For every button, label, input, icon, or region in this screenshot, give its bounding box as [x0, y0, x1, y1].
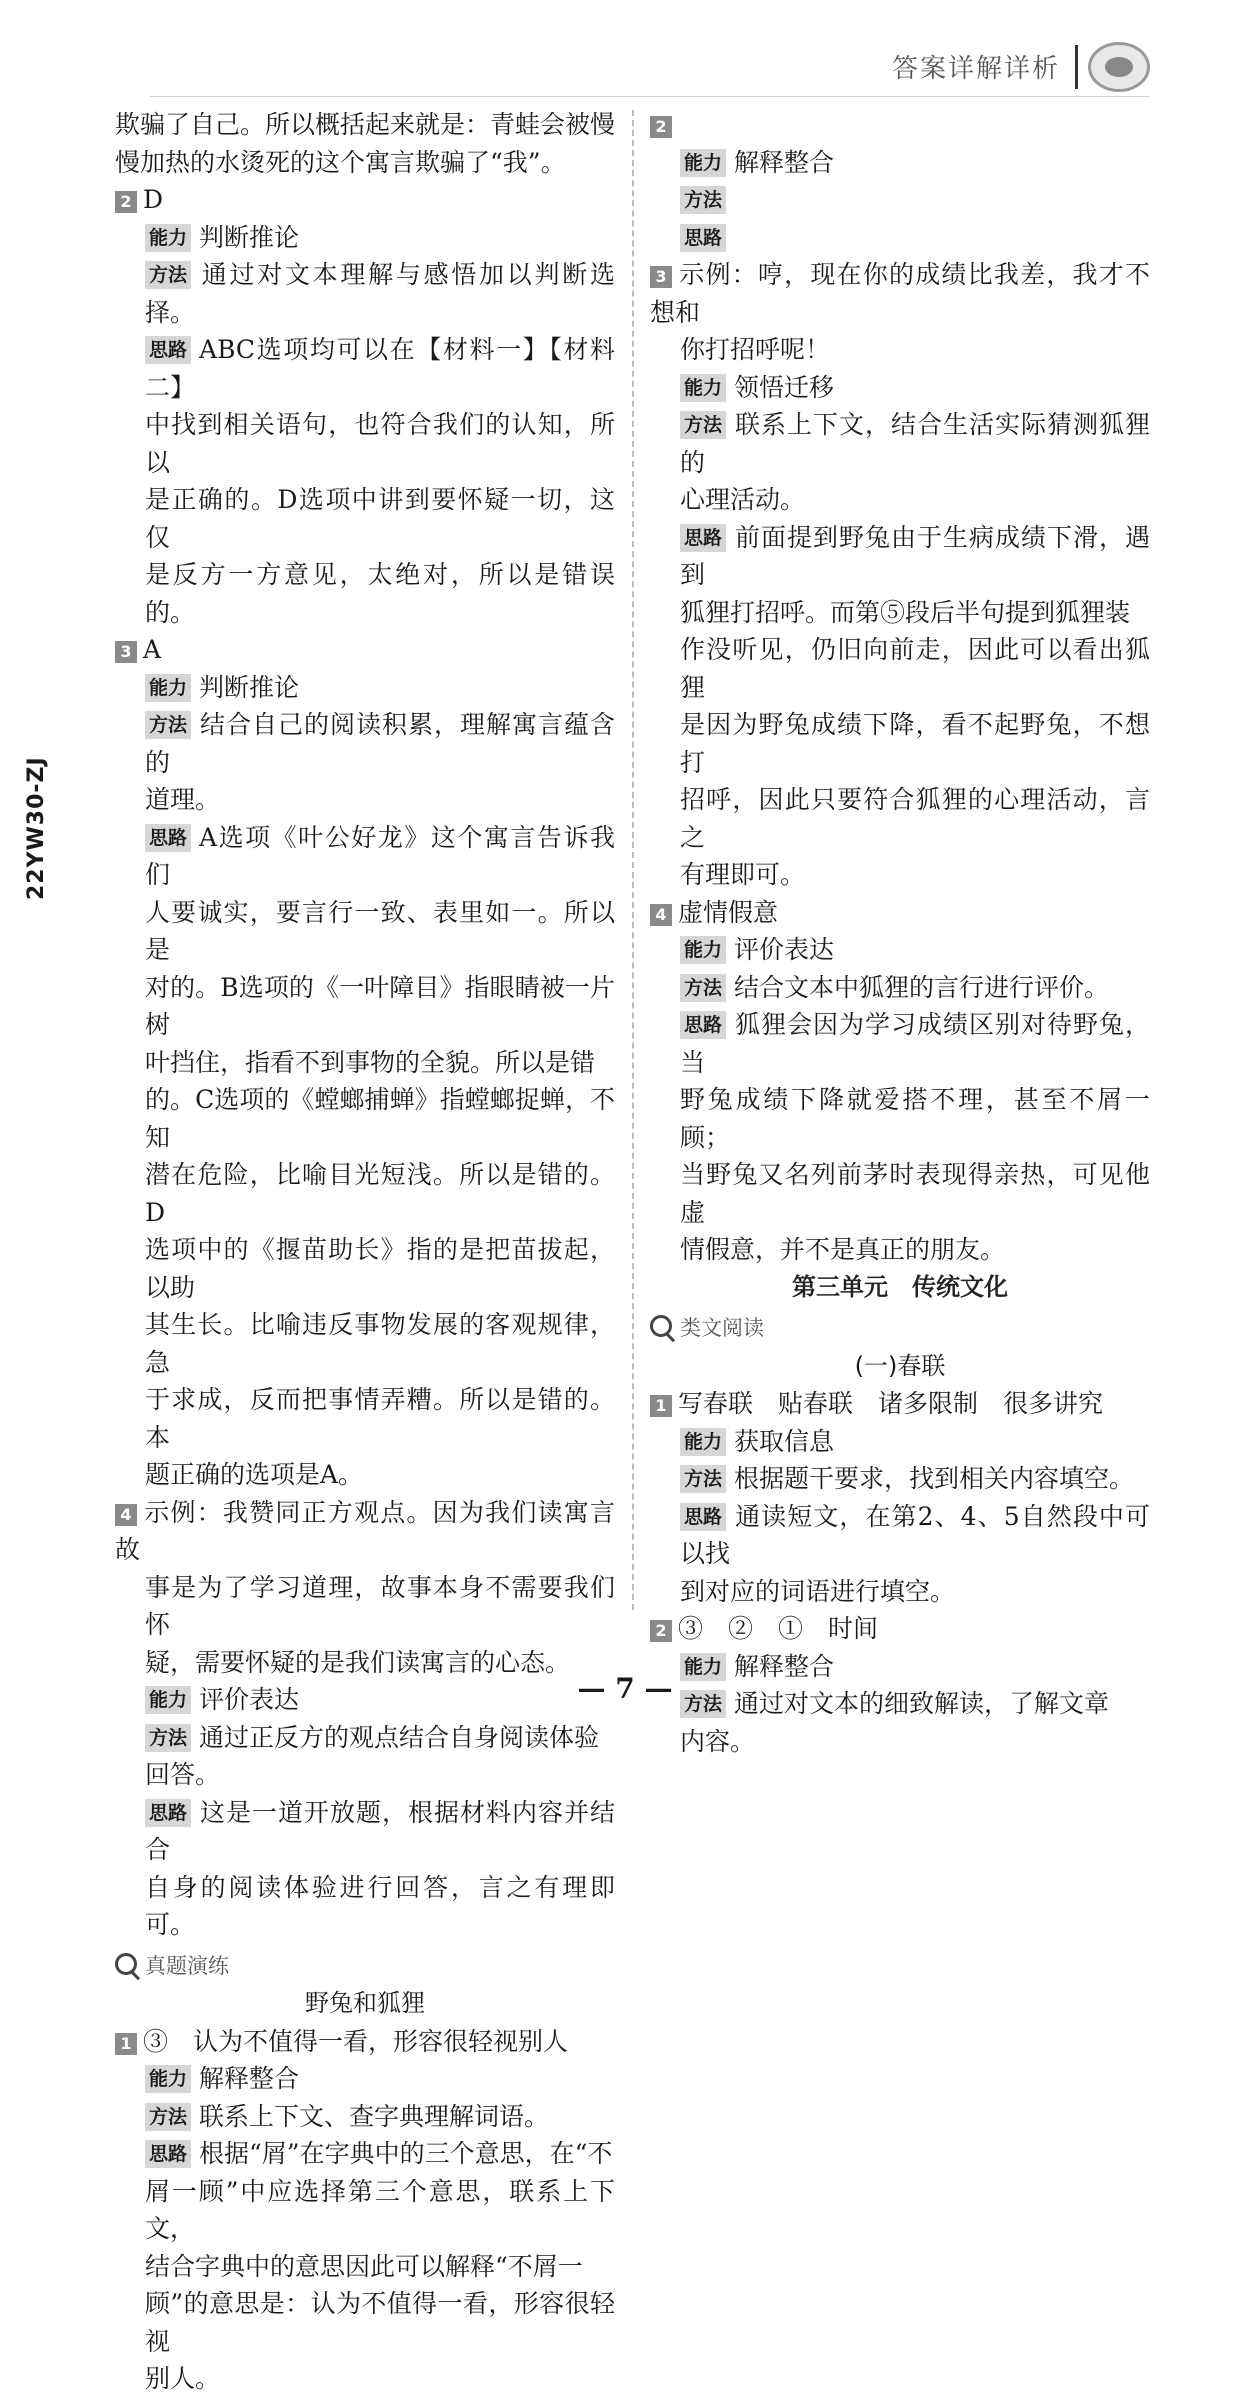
thinking-row: 思路 根据“屑”在字典中的三个意思，在“不 [115, 2135, 615, 2173]
method-tag: 方法 [145, 1724, 191, 1752]
question-number-badge: 3 [650, 266, 672, 288]
question-answer: 1 写春联 贴春联 诸多限制 很多讲究 [650, 1385, 1150, 1423]
text-line: 你打招呼呢！ [680, 335, 831, 364]
thinking-tag: 思路 [680, 1011, 726, 1039]
method-row: 方法 联系上下文，结合生活实际猜测狐狸的 [680, 410, 1150, 477]
ability-tag: 能力 [680, 374, 726, 402]
question-number-badge: 2 [650, 1620, 672, 1642]
intro-line: 欺骗了自己。所以概括起来就是：青蛙会被慢 [115, 110, 616, 139]
thinking-tag: 思路 [680, 224, 726, 252]
method-row: 方法 通过正反方的观点结合自身阅读体验 [115, 1719, 615, 1757]
left-column [115, 106, 615, 2398]
page-header [0, 0, 1250, 110]
method-tag: 方法 [145, 711, 191, 739]
question-answer: 4 示例：我赞同正方观点。因为我们读寓言故 [115, 1497, 615, 1564]
question-number-badge: 3 [115, 641, 137, 663]
passage-title: 野兔和狐狸 [305, 1989, 425, 2017]
text-line: 当野兔又名列前茅时表现得亲热，可见他虚 [680, 1160, 1150, 1227]
method-row: 方法 通过对文本理解与感悟加以判断选择。 [145, 260, 615, 327]
method-tag: 方法 [680, 411, 726, 439]
text-line: 野兔成绩下降就爱搭不理，甚至不屑一顾； [680, 1085, 1150, 1152]
thinking-tag: 思路 [680, 524, 726, 552]
question-answer: 3 示例：哼，现在你的成绩比我差，我才不想和 [650, 260, 1150, 327]
text-line: 疑，需要怀疑的是我们读寓言的心态。 [145, 1647, 571, 1677]
question-number-badge: 2 [115, 191, 137, 213]
question-number-badge: 4 [650, 904, 672, 926]
text-line: 作没听见，仍旧向前走，因此可以看出狐狸 [680, 635, 1150, 702]
method-row: 方法 联系上下文、查字典理解词语。 [115, 2098, 615, 2136]
text-line: 内容。 [680, 1726, 756, 1756]
method-tag: 方法 [680, 186, 726, 214]
ability-tag: 能力 [145, 2065, 191, 2093]
thinking-tag: 思路 [145, 824, 191, 852]
method-tag: 方法 [680, 974, 726, 1002]
method-tag: 方法 [145, 2103, 191, 2131]
ability-tag: 能力 [145, 674, 191, 702]
question-number-badge: 1 [115, 2033, 137, 2055]
text-line: 回答。 [145, 1760, 221, 1789]
ability-row: 能力 解释整合 [650, 1648, 1150, 1686]
ability-tag: 能力 [145, 224, 191, 252]
ability-tag: 能力 [680, 149, 726, 177]
ability-row: 能力 评价表达 [115, 1681, 615, 1719]
text-line: 的。C选项的《螳螂捕蝉》指螳螂捉蝉，不知 [145, 1085, 615, 1152]
text-line: 是反方一方意见，太绝对，所以是错误的。 [145, 560, 615, 627]
text-line: 其生长。比喻违反事物发展的客观规律，急 [145, 1310, 615, 1377]
question-answer: 2 ③ ② ① 时间 [650, 1610, 1150, 1648]
search-icon [115, 1953, 137, 1975]
ability-row: 能力 解释整合 [115, 2060, 615, 2098]
text-line: 屑一顾”中应选择第三个意思，联系上下文， [145, 2176, 615, 2243]
thinking-row [650, 219, 1150, 257]
intro-line: 慢加热的水烫死的这个寓言欺骗了“我”。 [115, 147, 566, 177]
column-divider [632, 110, 634, 1610]
ability-tag: 能力 [680, 1428, 726, 1456]
method-row: 方法 根据题干要求，找到相关内容填空。 [650, 1460, 1150, 1498]
ability-tag: 能力 [680, 1653, 726, 1681]
thinking-tag: 思路 [145, 2140, 191, 2168]
page-number: — 7 — [577, 1672, 673, 1705]
text-line: 叶挡住，指看不到事物的全貌。所以是错 [145, 1047, 596, 1077]
section-heading: 真题演练 [115, 1948, 615, 1986]
text-line: 别人。 [145, 2364, 221, 2393]
method-tag: 方法 [680, 1465, 726, 1493]
ability-row: 能力 获取信息 [650, 1423, 1150, 1461]
method-tag: 方法 [680, 1690, 726, 1718]
text-line: 题正确的选项是A。 [145, 1460, 364, 1489]
text-line: 招呼，因此只要符合狐狸的心理活动，言之 [680, 785, 1150, 852]
text-line: 狐狸打招呼。而第⑤段后半句提到狐狸装 [680, 597, 1131, 627]
header-divider [1075, 45, 1078, 89]
answer-text: D [143, 185, 164, 214]
thinking-row: 思路 通读短文，在第2、4、5自然段中可以找 [680, 1501, 1150, 1568]
text-line: 结合字典中的意思因此可以解释“不屑一 [145, 2251, 583, 2281]
section-heading: 类文阅读 [650, 1310, 1150, 1348]
right-column [650, 106, 1150, 1760]
text-line: 心理活动。 [680, 485, 806, 514]
question-answer [115, 181, 615, 219]
thinking-tag: 思路 [145, 336, 191, 364]
ability-row: 能力 领悟迁移 [650, 369, 1150, 407]
text-line: 人要诚实，要言行一致、表里如一。所以是 [145, 897, 615, 964]
question-number-badge: 4 [115, 1504, 137, 1526]
question-answer [650, 106, 1150, 144]
text-line: 情假意，并不是真正的朋友。 [680, 1235, 1006, 1264]
text-line: 潜在危险，比喻目光短浅。所以是错的。D [145, 1160, 615, 1227]
question-number-badge: 1 [650, 1395, 672, 1417]
question-number-badge: 2 [650, 116, 672, 138]
ability-row: 能力 判断推论 [115, 219, 615, 257]
search-icon [650, 1315, 672, 1337]
text-line: 事是为了学习道理，故事本身不需要我们怀 [145, 1572, 615, 1639]
thinking-row: 思路 前面提到野兔由于生病成绩下滑，遇到 [680, 522, 1150, 589]
text-line: 选项中的《揠苗助长》指的是把苗拔起，以助 [145, 1235, 615, 1302]
text-line: 自身的阅读体验进行回答，言之有理即可。 [145, 1872, 615, 1939]
ability-row: 能力 评价表达 [650, 931, 1150, 969]
method-row: 方法 通过对文本的细致解读，了解文章 [650, 1685, 1150, 1723]
thinking-tag: 思路 [680, 1503, 726, 1531]
header-title: 答案详解详析 [891, 54, 1060, 84]
method-row [650, 181, 1150, 219]
thinking-row: 思路 狐狸会因为学习成绩区别对待野兔，当 [680, 1010, 1150, 1077]
side-code: 22YW30-ZJ [24, 756, 49, 900]
question-answer: 1 ③ 认为不值得一看，形容很轻视别人 [115, 2023, 615, 2061]
question-answer: 3 A [115, 631, 615, 669]
unit-title: 第三单元 传统文化 [792, 1272, 1008, 1301]
logo-icon [1088, 42, 1150, 92]
text-line: 到对应的词语进行填空。 [680, 1576, 956, 1606]
method-row: 方法 结合文本中狐狸的言行进行评价。 [650, 969, 1150, 1007]
text-line: 对的。B选项的《一叶障目》指眼睛被一片树 [145, 972, 615, 1039]
text-line: 道理。 [145, 785, 221, 814]
text-line: 是因为野兔成绩下降，看不起野兔，不想打 [680, 710, 1150, 777]
ability-row: 能力 判断推论 [115, 669, 615, 707]
text-line: 有理即可。 [680, 860, 806, 889]
method-row: 方法 结合自己的阅读积累，理解寓言蕴含的 [145, 710, 615, 777]
text-line: 顾”的意思是：认为不值得一看，形容很轻视 [145, 2289, 615, 2356]
thinking-row: 思路 A选项《叶公好龙》这个寓言告诉我们 [145, 822, 615, 889]
text-line: 是正确的。D选项中讲到要怀疑一切，这仅 [145, 485, 615, 552]
passage-title: (一)春联 [854, 1351, 946, 1380]
ability-tag: 能力 [680, 936, 726, 964]
thinking-row: 思路 这是一道开放题，根据材料内容并结合 [145, 1797, 615, 1864]
text-line: 于求成，反而把事情弄糟。所以是错的。本 [145, 1385, 615, 1452]
text-line: 中找到相关语句，也符合我们的认知，所以 [145, 410, 615, 477]
method-tag: 方法 [145, 261, 191, 289]
ability-tag: 能力 [145, 1686, 191, 1714]
ability-row: 能力 解释整合 [650, 144, 1150, 182]
question-answer: 4 虚情假意 [650, 894, 1150, 932]
header-rule [150, 96, 1150, 97]
thinking-row: 思路 ABC选项均可以在【材料一】【材料二】 [145, 335, 615, 402]
thinking-tag: 思路 [145, 1799, 191, 1827]
